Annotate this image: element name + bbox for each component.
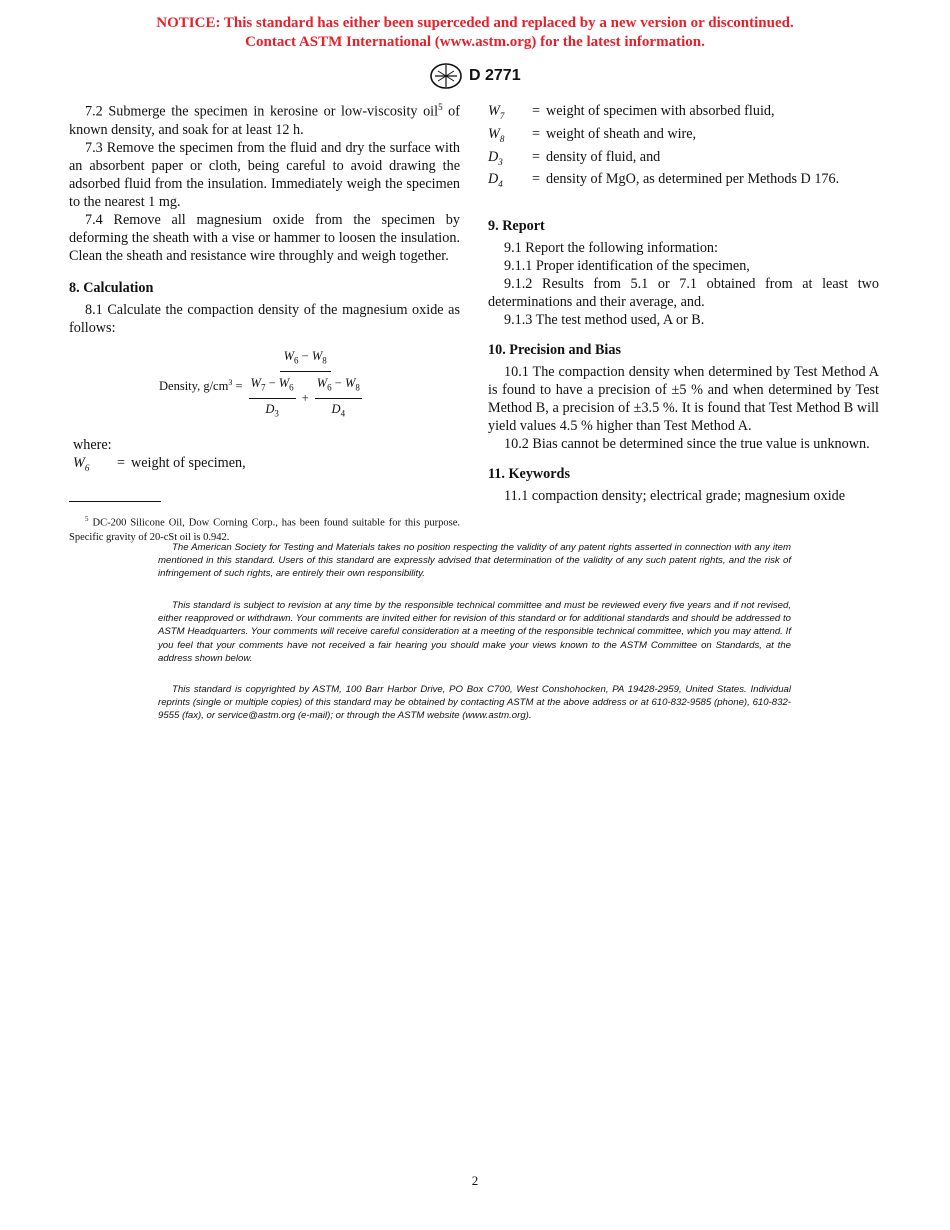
para-9-1: 9.1 Report the following information: <box>504 240 718 257</box>
density-equation <box>159 347 460 423</box>
right-column <box>488 102 879 505</box>
page-header <box>429 62 521 90</box>
para-11-1: 11.1 compaction density; electrical grade; magnesium oxide <box>504 488 846 505</box>
para-10-2: 10.2 Bias cannot be determined since the true value is unknown. <box>504 436 870 453</box>
var-w7: $W_7$ = weight of specimen with absorbed fluid, <box>488 103 775 121</box>
legal-patent: The American Society for Testing and Materials takes no position respecting the validity of any patent rights asserted in connection with any item mentioned in this standard. Users of this standard are expressly advised that determination of the validity of any such patent rights, and the risk of infringement of such rights, are entirely their own responsibility. <box>158 542 791 580</box>
para-10-1: 10.1 The compaction density when determined by Test Method A is found to have a precision of ±5 % and when determined by Test Method B, a precision of ±3.5 %. It is found that Test Method B will yield values 4.5 % higher than Test Method A. <box>488 364 879 435</box>
para-9-1-2: 9.1.2 Results from 5.1 or 7.1 obtained from at least two determinations and their average, and. <box>488 276 879 311</box>
notice-line-1: NOTICE: This standard has either been superceded and replaced by a new version or discontinued. <box>156 15 794 31</box>
para-7-4: 7.4 Remove all magnesium oxide from the specimen by deforming the sheath with a vise or hammer to loosen the insulation. Clean the sheath and resistance wire throughly and weigh together. <box>69 211 460 264</box>
designation: D 2771 <box>469 67 521 84</box>
footnote-rule <box>69 501 161 502</box>
var-w8: $W_8$ = weight of sheath and wire, <box>488 125 697 144</box>
heading-9: 9. Report <box>488 218 545 235</box>
para-7-3: 7.3 Remove the specimen from the fluid and dry the surface with an absorbent paper or cloth, being careful to avoid drawing the adsorbed fluid from the insulation. Immediately weigh the specimen to the nearest 1 mg. <box>69 139 460 210</box>
legal-notice <box>158 541 791 581</box>
var-d4: $D_4$ = density of MgO, as determined per Methods D 176. <box>488 171 840 190</box>
where-label: where: <box>73 437 112 454</box>
para-8-1: 8.1 Calculate the compaction density of the magnesium oxide as follows: <box>69 301 460 336</box>
page-number: 2 <box>471 1173 479 1188</box>
para-9-1-3: 9.1.3 The test method used, A or B. <box>504 312 705 329</box>
left-column <box>69 98 460 545</box>
notice-banner <box>0 14 950 52</box>
astm-logo-icon <box>429 62 463 90</box>
var-d3: $D_3$ = density of fluid, and <box>488 148 661 167</box>
notice-line-2: Contact ASTM International (www.astm.org) for the latest information. <box>245 34 705 50</box>
legal-copyright: This standard is copyrighted by ASTM, 100 Barr Harbor Drive, PO Box C700, West Conshohocken, PA 19428-2959, United States. Individual reprints (single or multiple copies) of this standard may be obtained by contacting ASTM at the above address or at 610-832-9585 (phone), 610-832-9555 (fax), or service@astm.org (e-mail); or through the ASTM website (www.astm.org). <box>158 684 791 722</box>
legal-revision: This standard is subject to revision at any time by the responsible technical committee and must be reviewed every five years and if not revised, either reapproved or withdrawn. Your comments are invited either for revision of this standard or for additional standards and should be addressed to ASTM Headquarters. Your comments will receive careful consideration at a meeting of the responsible technical committee, which you may attend. If you feel that your comments have not received a fair hearing you should make your views known to the ASTM Committee on Standards, at the address shown below. <box>158 600 791 664</box>
para-7-2: 7.2 Submerge the specimen in kerosine or low-viscosity oil$^5$ of known density, and soak for at least 12 h. <box>69 102 460 138</box>
heading-10: 10. Precision and Bias <box>488 342 621 359</box>
equation-fraction: $W_6 - W_8$ $\frac{W_7 - W_6}{D_3}$ + $\frac{W_6 - W_8}{D_4}$ <box>250 348 360 419</box>
variable-list <box>488 102 879 193</box>
footnote-5: $^5$ DC-200 Silicone Oil, Dow Corning Corp., has been found suitable for this purpose. Specific gravity of 20-cSt oil is 0.942. <box>69 515 461 543</box>
equation-label: Density, $g/cm^3$ = <box>159 377 243 394</box>
heading-11: 11. Keywords <box>488 466 570 483</box>
heading-8: 8. Calculation <box>69 279 154 296</box>
var-w6: $W_6$ = weight of specimen, <box>73 455 246 474</box>
para-9-1-1: 9.1.1 Proper identification of the specimen, <box>504 258 750 275</box>
